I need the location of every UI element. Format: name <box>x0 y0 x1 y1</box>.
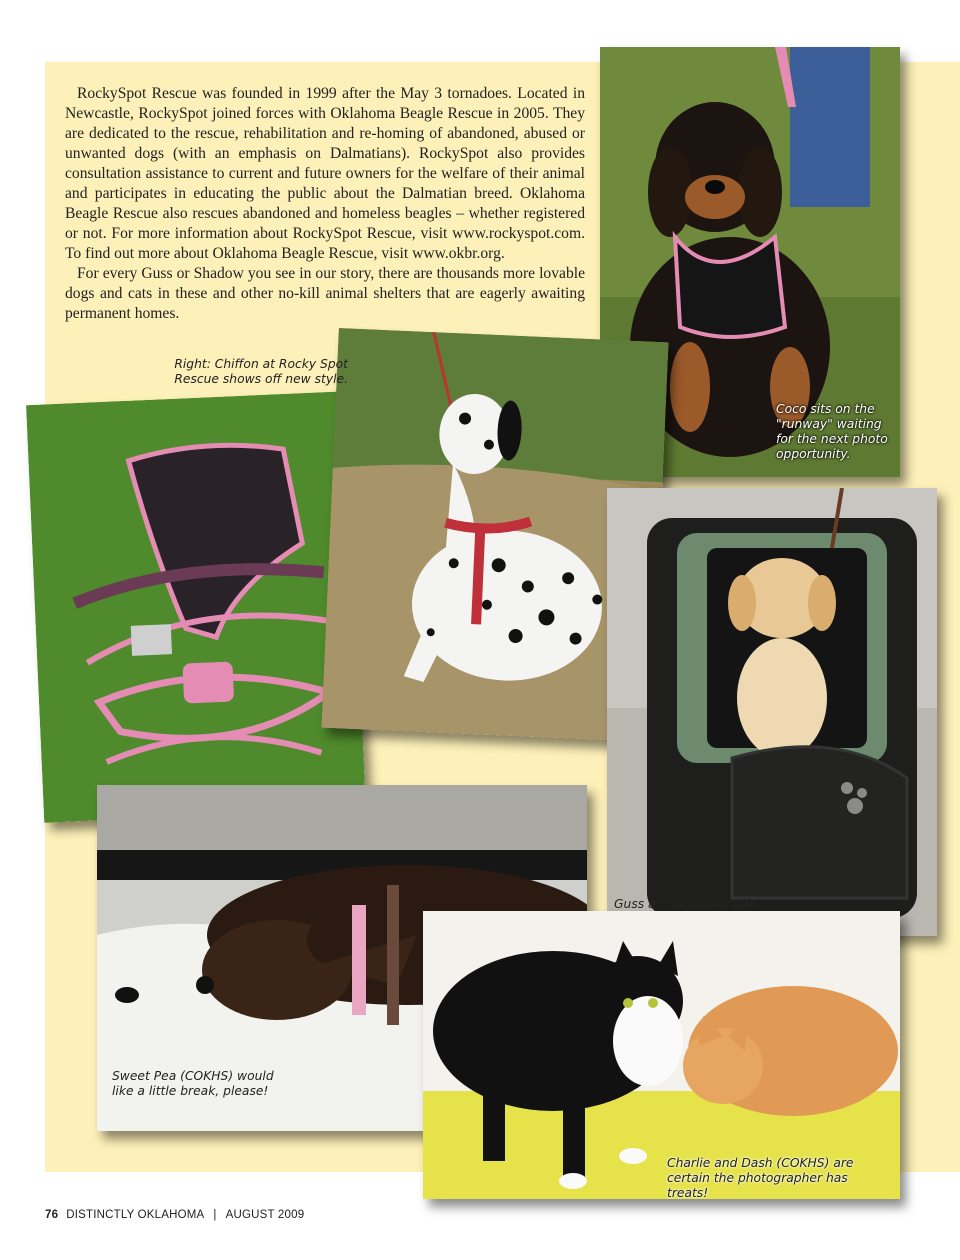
caption-charlie-dash: Charlie and Dash (COKHS) are certain the photographer has treats! <box>667 1156 854 1200</box>
photo-guss <box>607 488 937 936</box>
caption-coco: Coco sits on the "runway" waiting for the next photo opportunity. <box>776 402 888 461</box>
footer-separator: | <box>213 1209 217 1221</box>
caption-guss: Guss at Friends for Life <box>614 897 757 911</box>
issue-date: AUGUST 2009 <box>225 1209 305 1221</box>
harness-image <box>26 391 366 823</box>
page-number: 76 <box>45 1209 59 1221</box>
article-paragraph: For every Guss or Shadow you see in our story, there are thousands more lovable dogs and cats in these and other no-kill animal shelters that are eagerly awaiting permanent homes. <box>65 265 585 322</box>
puppy-carrier-image <box>607 488 937 936</box>
caption-sweet-pea: Sweet Pea (COKHS) would like a little break, please! <box>112 1069 274 1098</box>
article-paragraph: RockySpot Rescue was founded in 1999 after the May 3 tornadoes. Located in Newcastle, RockySpot joined forces with Oklahoma Beagle Rescue in 2005. They are dedicated to the rescue, rehabilitation and re-homing of abandoned, abused or unwanted dogs (with an emphasis on Dalmatians). RockySpot also provides consultation assistance to current and future owners for the welfare of their animal and participates in educating the public about the Dalmatian breed. Oklahoma Beagle Rescue also rescues abandoned and homeless beagles – whether registered or not. For more information about RockySpot Rescue, visit www.rockyspot.com. To find out more about Oklahoma Beagle Rescue, visit www.okbr.org. <box>65 85 585 262</box>
caption-chiffon: Right: Chiffon at Rocky Spot Rescue shows off new style. <box>174 357 348 386</box>
article-body <box>65 84 585 324</box>
photo-harness <box>26 391 366 823</box>
page-footer <box>45 1209 304 1221</box>
publication-name: DISTINCTLY OKLAHOMA <box>66 1209 205 1221</box>
